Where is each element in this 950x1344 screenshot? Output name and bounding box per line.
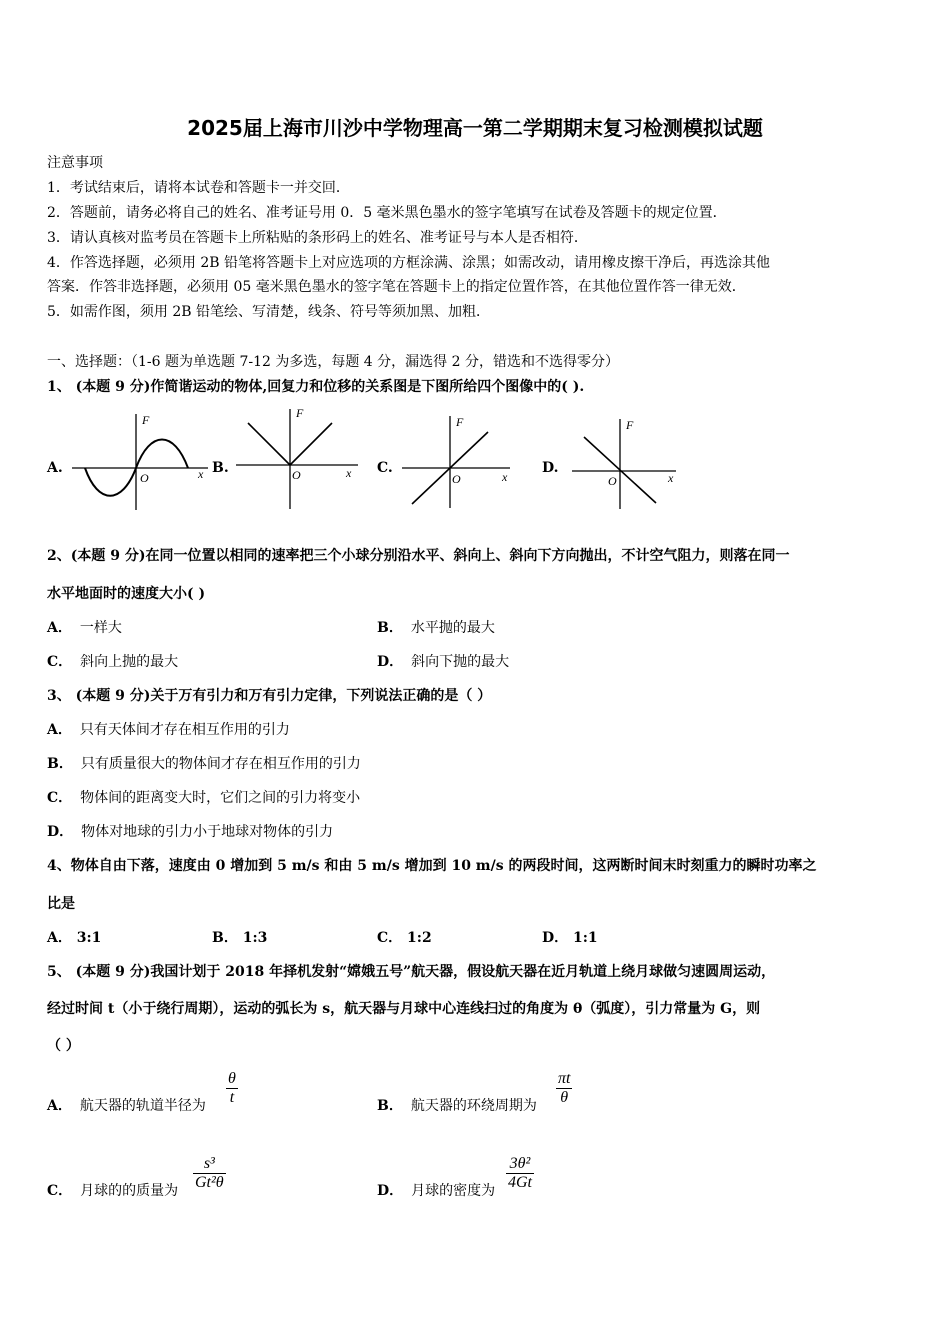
question-5-stem: 5、 (本题 9 分)我国计划于 2018 年择机发射“嫦娥五号”航天器，假设航天器在近月轨道上绕月球做匀速圆周运动， — [47, 964, 776, 980]
q5-option-c: C． 月球的的质量为 — [47, 1183, 179, 1199]
q5-option-c-fraction: $\frac{\text{s³}}{\text{Gt²θ}}$ — [195, 1155, 224, 1191]
axis-label-x: x — [668, 471, 674, 485]
q4-option-b: B． 1:3 — [212, 930, 268, 946]
origin-label: O — [140, 471, 149, 485]
q1-option-d-label: D. — [542, 460, 559, 476]
origin-label: O — [452, 472, 461, 486]
q2-option-c: C． 斜向上抛的最大 — [47, 654, 179, 670]
section-heading: 一、选择题：（1-6 题为单选题 7-12 为多选，每题 4 分，漏选得 2 分，错选和不选得零分） — [47, 354, 619, 370]
question-4-stem: 4、物体自由下落，速度由 0 增加到 5 m/s 和由 5 m/s 增加到 10 m/s 的两段时间，这两断时间末时刻重力的瞬时功率之 — [47, 858, 817, 874]
page-title: 2025届上海市川沙中学物理高一第二学期期末复习检测模拟试题 — [187, 116, 763, 140]
q1-graph-b — [232, 405, 362, 519]
q4-option-c: C． 1:2 — [377, 930, 432, 946]
question-2-stem-cont: 水平地面时的速度大小( ) — [47, 586, 206, 602]
question-2-stem: 2、(本题 9 分)在同一位置以相同的速率把三个小球分别沿水平、斜向上、斜向下方向抛出，不计空气阻力，则落在同一 — [47, 548, 790, 564]
axis-label-f: F — [456, 415, 464, 429]
q2-option-d: D． 斜向下抛的最大 — [377, 654, 510, 670]
q4-option-d: D． 1:1 — [542, 930, 598, 946]
q3-option-d: D． 物体对地球的引力小于地球对物体的引力 — [47, 824, 334, 840]
q5-option-d-fraction: $\frac{\text{3θ²}}{4Gt}$ — [508, 1155, 532, 1191]
q1-graph-c — [398, 412, 518, 516]
q1-graph-a — [70, 410, 210, 519]
notice-item: 答案．作答非选择题，必须用 05 毫米黑色墨水的签字笔在答题卡上的指定位置作答，在其他位置作答一律无效． — [47, 279, 746, 295]
q1-option-c-label: C. — [377, 460, 393, 476]
q1-graph-d — [568, 415, 683, 517]
question-1-stem: 1、 (本题 9 分)作简谐运动的物体,回复力和位移的关系图是下图所给四个图像中的( ). — [47, 379, 585, 395]
q5-option-b: B． 航天器的环绕周期为 — [377, 1098, 537, 1114]
q5-option-b-fraction: $\frac{\pi t}{\theta}$ — [558, 1070, 571, 1106]
axis-label-f: F — [296, 406, 304, 420]
axis-label-f: F — [142, 413, 150, 427]
q3-option-b: B． 只有质量很大的物体间才存在相互作用的引力 — [47, 756, 361, 772]
q3-option-c: C． 物体间的距离变大时，它们之间的引力将变小 — [47, 790, 361, 806]
notice-item: 4．作答选择题，必须用 2B 铅笔将答题卡上对应选项的方框涂满、涂黑；如需改动，请用橡皮擦干净后，再选涂其他 — [47, 255, 770, 271]
q2-option-a: A． 一样大 — [47, 620, 122, 636]
axis-label-f: F — [626, 418, 634, 432]
q5-option-d: D． 月球的密度为 — [377, 1183, 496, 1199]
notice-item: 5．如需作图，须用 2B 铅笔绘、写清楚，线条、符号等须加黑、加粗． — [47, 304, 491, 320]
notice-heading: 注意事项 — [47, 155, 103, 171]
axis-label-x: x — [346, 466, 352, 480]
q2-option-b: B． 水平抛的最大 — [377, 620, 495, 636]
origin-label: O — [292, 468, 301, 482]
q3-option-a: A． 只有天体间才存在相互作用的引力 — [47, 722, 290, 738]
q1-option-b-label: B. — [212, 460, 229, 476]
notice-item: 1．考试结束后，请将本试卷和答题卡一并交回． — [47, 180, 350, 196]
notice-item: 3．请认真核对监考员在答题卡上所粘贴的条形码上的姓名、准考证号与本人是否相符． — [47, 230, 588, 246]
notice-item: 2．答题前，请务必将自己的姓名、准考证号用 0．5 毫米黑色墨水的签字笔填写在试卷及答题卡的规定位置． — [47, 205, 727, 221]
origin-label: O — [608, 474, 617, 488]
question-4-stem-cont: 比是 — [47, 896, 75, 912]
q5-option-a-fraction: $\frac{\theta}{t}$ — [228, 1070, 236, 1106]
question-5-stem-cont: 经过时间 t（小于绕行周期），运动的弧长为 s，航天器与月球中心连线扫过的角度为 θ（弧度），引力常量为 G，则 — [47, 1001, 761, 1017]
axis-label-x: x — [502, 470, 508, 484]
q1-option-a-label: A. — [47, 460, 63, 476]
axis-label-x: x — [198, 467, 204, 481]
question-3-stem: 3、 (本题 9 分)关于万有引力和万有引力定律，下列说法正确的是（ ） — [47, 688, 492, 704]
question-5-stem-paren: （ ） — [47, 1038, 80, 1054]
q5-option-a: A． 航天器的轨道半径为 — [47, 1098, 206, 1114]
q4-option-a: A． 3:1 — [47, 930, 102, 946]
